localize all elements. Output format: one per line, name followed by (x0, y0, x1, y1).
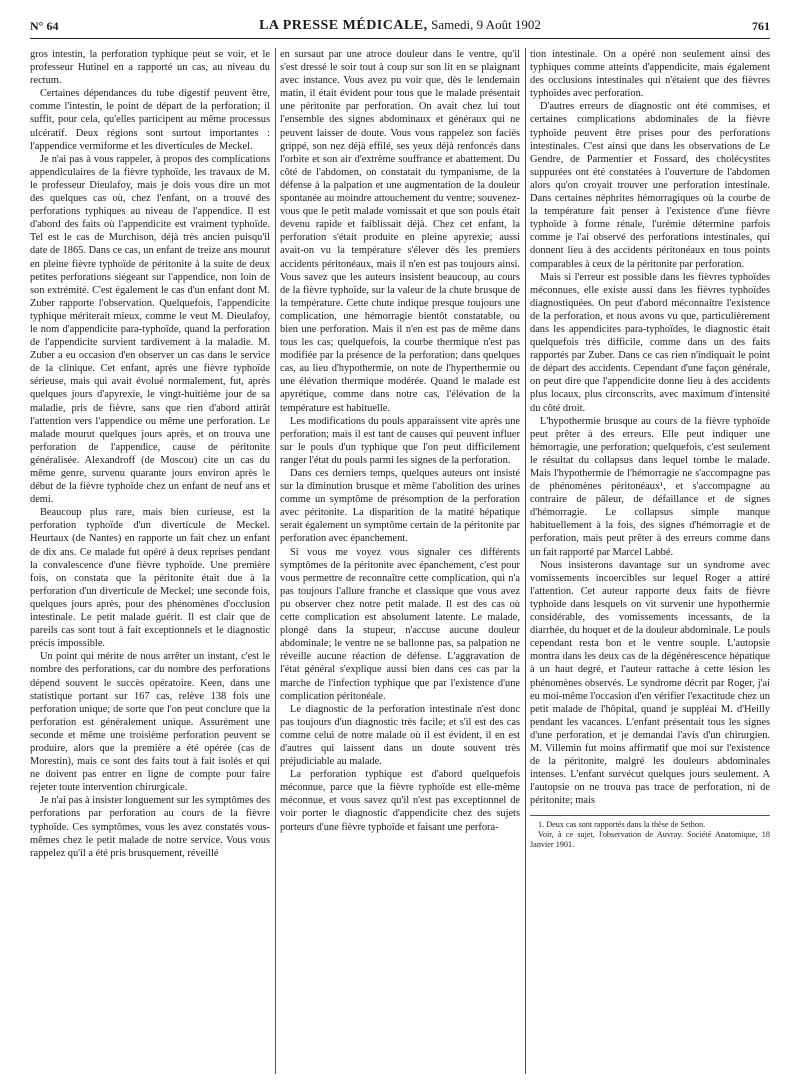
article-body (30, 48, 770, 1074)
page-header (30, 16, 770, 39)
paragraph: Je n'ai pas à vous rappeler, à propos des complications appendiculaires de la fièvre typhoïde, les travaux de M. le professeur Dieulafoy, mais je dois vous dire un mot des quelques cas où, chez l'enfant, on a trouvé des perforations typhiques au niveau de l'appendice. Il est d'abord des faits où l'appendicite est vraiment typhoïde. Tel est le cas de Murchison, déjà très ancien puisqu'il date de 1865. Dans ce cas, un enfant de treize ans mourut en pleine fièvre typhoïde de péritonite à la suite de deux petites perforations siégeant sur l'appendice, non loin de son extrémité. C'est également le cas d'un enfant dont M. Zuber rapporte l'observation. Quelquefois, l'appendicite typhique mériterait mieux, comme le veut M. Dieulafoy, le nom d'appendicite para-typhoïde, quand la perforation de l'appendicite survient tardivement à la maladie. M. Zuber a eu occasion d'en observer un cas dans le service de la clinique. Cet enfant, après une fièvre typhoïde sérieuse, mais qui avait évolué normalement, fut, après quelques jours d'apyrexie, le vingt-huitième jour de sa maladie, pris de fièvre, sans que rien d'abord attirât l'attention vers l'appendice ou même une perforation. Le malade mourut quelques jours après, et on trouva une perforation de l'appendice, cause de péritonite généralisée. Alexandroff (de Moscou) cite un cas du même genre, survenu quarante jours environ après le début de la fièvre typhoïde chez un enfant de neuf ans et demi. (30, 153, 270, 506)
paragraph: D'autres erreurs de diagnostic ont été commises, et certaines complications abdominales de la fièvre typhoïde peuvent être prises pour des perforations intestinales. C'est ainsi que dans les observations de Le Gendre, de Parmentier et Fossard, des cholécystites suppurées ont été constatées à l'ouverture de l'abdomen alors qu'on croyait trouver une perforation intestinale. Dans certaines néphrites hémorragiques où la courbe de la température fait penser à l'existence d'une fièvre typhoïde à forme rénale, l'urémie détermine parfois comme je l'ai observé des perforations intestinales, qui donnent lieu à des accidents péritonéaux en tous points comparables à ceux de la péritonite par perforation. (530, 101, 770, 270)
page-number: 761 (752, 19, 770, 33)
footnotes (530, 815, 770, 850)
issue-date: Samedi, 9 Août 1902 (431, 17, 541, 32)
paragraph: La perforation typhique est d'abord quelquefois méconnue, parce que la fièvre typhoïde est elle-même méconnue, et vous savez qu'il n'est pas exceptionnel de voir porter le diagnostic d'appendicite chez des sujets porteurs d'une fièvre typhoïde et faisant une perfora- (280, 769, 520, 833)
paragraph: Certaines dépendances du tube digestif peuvent être, comme l'intestin, le point de départ de la perforation; il suffit, pour cela, qu'elles participent au même processus ulcératif. Deux régions sont surtout importantes : l'appendice vermiforme et les diverticules de Meckel. (30, 88, 270, 152)
footnote: 1. Deux cas sont rapportés dans la thèse de Sethon. (538, 820, 706, 830)
column-divider (275, 48, 276, 1074)
paragraph: Le diagnostic de la perforation intestinale n'est donc pas toujours d'un diagnostic très facile; et s'il est des cas comme celui de notre malade où il est évident, il en est d'autres qui laissent dans un doute souvent très préjudiciable au malade. (280, 703, 520, 768)
footnote: Voir, à ce sujet, l'observation de Auvray. Société Anatomique, 18 Janvier 1901. (530, 830, 770, 850)
paragraph: Si vous me voyez vous signaler ces différents symptômes de la péritonite avec épanchement, c'est pour vous permettre de reconnaître cette complication, qui n'a pas toujours l'allure franche et classique que vous avez pu observer chez notre petit malade. Il est des cas où cette complication est absolument latente. Le malade, plongé dans la stupeur, n'accuse aucune douleur abdominale; le ventre ne se ballonne pas, sa palpation ne réveille aucune réaction de défense. L'aggravation de l'état général s'explique aussi bien dans ces cas par la marche de l'infection typhique que par l'existence d'une complication péritonéale. (280, 546, 520, 702)
issue-number: N° 64 (30, 19, 59, 33)
paragraph: gros intestin, la perforation typhique peut se voir, et le professeur Hutinel en a rapporté un cas, au niveau du rectum. (30, 49, 270, 87)
column-2 (280, 48, 520, 1074)
journal-title: LA PRESSE MÉDICALE, (259, 18, 428, 33)
paragraph: Les modifications du pouls apparaissent vite après une perforation; mais il est tant de causes qui peuvent influer sur le pouls d'un typhique que l'on peut difficilement ranger l'état du pouls parmi les signes de la perforation. (280, 415, 520, 466)
column-divider (525, 48, 526, 1074)
column-3 (530, 48, 770, 1074)
paragraph: L'hypothermie brusque au cours de la fièvre typhoïde peut prêter à des erreurs. Elle peut indiquer une hémorragie, une perforation; quelquefois, c'est seulement le résultat du collapsus dans lequel tombe le malade. Mais l'hypothermie de l'hémorragie ne s'accompagne pas de phénomènes péritonéaux¹, et s'accompagne au contraire de pâleur, de défaillance et de signes d'hémorragie. Le collapsus simple manque habituellement à la fois, des signes d'hémorragie et de perforation, mais peut prêter à des erreurs comme dans un fait rapporté par Marcel Labbé. (530, 415, 770, 558)
masthead (30, 17, 770, 34)
paragraph: Beaucoup plus rare, mais bien curieuse, est la perforation typhoïde d'un diverticule de Meckel. Heurtaux (de Nantes) en rapporte un fait chez un enfant de dix ans. Ce malade fut opéré à deux reprises pendant la convalescence d'une fièvre typhoïde. Une première fois, on constata que la péritonite était due à la perforation d'un diverticule de Meckel; une seconde fois, quelques jours après, pour des phénomènes d'occlusion intestinale. Le petit malade guérit. Il est clair que de pareils cas sont tout à fait exceptionnels et le diagnostic précis impossible. (30, 507, 270, 650)
paragraph: tion intestinale. On a opéré non seulement ainsi des typhiques comme atteints d'appendicite, mais également des occlusions intestinales qui n'étaient que des fièvres typhoïdes avec perforation. (530, 49, 770, 100)
paragraph: Mais si l'erreur est possible dans les fièvres typhoïdes méconnues, elle existe aussi dans les fièvres typhoïdes diagnostiquées. On peut d'abord méconnaître l'existence de la perforation, et nous avons vu que, particulièrement dans les appendicites para-typhoïdes, le diagnostic était quelquefois très difficile, comme dans un des faits rapportés par Zuber. Dans ce cas rien n'indiquait le point de départ des accidents. Cependant d'une façon générale, on peut dire que l'appendicite donne lieu à des accidents plus locaux, plus circonscrits, avec maximum d'intensité du côté droit. (530, 271, 770, 414)
column-1 (30, 48, 270, 1074)
paragraph: Un point qui mérite de nous arrêter un instant, c'est le nombre des perforations, car du nombre des perforations dépend souvent le succès opératoire. Keen, dans une statistique portant sur 167 cas, relève 138 fois une perforation unique; de sorte que l'on peut conclure que la perforation est généralement unique. Assurément une seconde et même une troisième perforation peuvent se produire, alors que la première a été opérée (cas de Morestin), mais ce sont des faits tout à fait isolés et qui ne doivent pas entrer en ligne de compte pour faire rejeter toute intervention chirurgicale. (30, 651, 270, 794)
paragraph: Dans ces derniers temps, quelques auteurs ont insisté sur la diminution brusque et même l'abolition des urines comme un symptôme de présomption de la perforation avec péritonite. La disparition de la matité hépatique serait également un symptôme certain de la péritonite par perforation avec épanchement. (280, 468, 520, 545)
paragraph: en sursaut par une atroce douleur dans le ventre, qu'il s'est dressé le soir tout à coup sur son lit en se plaignant avec instance. Vous avez pu voir que, dès le lendemain matin, il était évident pour tous que le malade présentait une péritonite par perforation. On avait chez lui tout l'ensemble des signes abdominaux et généraux qui ne peuvent laisser de doute. Vous vous rappelez son faciès grippé, son nez déjà effilé, ses yeux déjà renfoncés dans l'orbite et son air d'extrême souffrance et abattement. Du côté de l'abdomen, on constatait du tympanisme, de la défense à la palpation et une augmentation de la douleur spontanée au moindre attouchement du ventre; souvenez-vous que le petit malade vomissait et que son pouls était devenu rapide et faiblissait déjà. Chez cet enfant, la perforation s'était produite en pleine apyrexie; aussi avait-on vu la température s'élever dès les premiers accidents péritonéaux, mais il n'en est pas toujours ainsi. Vous savez que les auteurs insistent beaucoup, au cours de la fièvre typhoïde, sur la valeur de la chute brusque de la température. Cette chute indique presque toujours une complication, une hémorragie bientôt constatable, ou bien une perforation. Mais il n'en est pas de même dans tous les cas; quelquefois, la courbe thermique n'est pas modifiée par la présence de la perforation; dans quelques cas, au lieu d'hypothermie, on note de l'hyperthermie ou une élévation thermique modérée. Quand le malade est apyrétique, comme dans notre cas, l'élévation de la température est habituelle. (280, 49, 520, 414)
paragraph: Je n'ai pas à insister longuement sur les symptômes des perforations par perforation au cours de la fièvre typhoïde. Ces symptômes, vous les avez constatés vous-mêmes chez le petit malade de notre service. Vous vous rappelez qu'il a été pris brusquement, réveillé (30, 795, 270, 859)
paragraph: Nous insisterons davantage sur un syndrome avec vomissements incoercibles sur lequel Roger a attiré l'attention. Cet auteur rapporte deux faits de fièvre typhoïde dans lesquels on vit survenir une hypothermie considérable, des vomissements incessants, de la diarrhée, du hoquet et de la douleur abdominale. Le pouls cependant resta bon et le ventre souple. L'autopsie montra dans les deux cas de la dégénérescence hépatique à un haut degré, et l'auteur rattache à cette lésion les phénomènes observés. Le syndrome décrit par Roger, j'ai eu moi-même l'occasion d'en vérifier l'exactitude chez un petit malade de l'hôpital, quand je suppléai M. d'Heilly pendant les vacances. L'enfant présentait tous les signes d'une perforation, et je demandai l'avis d'un chirurgien. M. Villemin fut moins affirmatif que moi sur l'existence de la péritonite, malgré les douleurs abdominales intenses. L'enfant survécut quelques jours seulement. A l'autopsie on ne trouva pas trace de perforation, ni de péritonite; mais (530, 559, 770, 807)
